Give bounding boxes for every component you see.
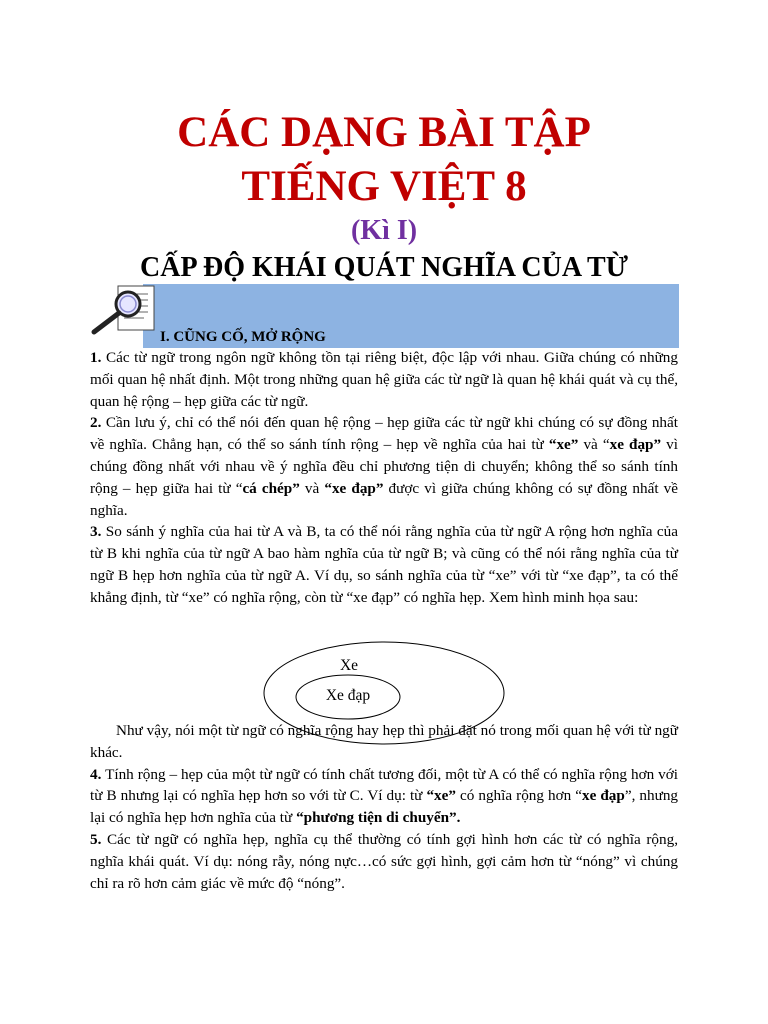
body-block-1 (90, 347, 678, 609)
bold-term: “xe” (426, 787, 456, 805)
paragraph-text: vì chúng đồng nhất với nhau về ý nghĩa đều chỉ phương tiện di chuyển; không thể so sánh tính rộng – hẹp giữa hai từ “ (90, 436, 678, 497)
document-title-line-2: TIẾNG VIỆT 8 (241, 163, 527, 210)
paragraph-4 (90, 764, 678, 829)
paragraph-text: Cần lưu ý, chỉ có thể nói đến quan hệ rộng – hẹp giữa các từ ngữ khi chúng có sự đồng nhất về nghĩa. Chẳng hạn, có thể so sánh tính rộng – hẹp về nghĩa của hai từ (90, 414, 678, 454)
paragraph-text: được vì giữa chúng không có sự đồng nhất về nghĩa. (90, 479, 678, 519)
paragraph-number: 1. (90, 349, 102, 366)
paragraph-1 (90, 347, 678, 412)
bold-term: “phương tiện di chuyển”. (296, 809, 461, 827)
paragraph-text: Các từ ngữ có nghĩa hẹp, nghĩa cụ thể thường có tính gợi hình hơn các từ có nghĩa rộng, nghĩa khái quát. Ví dụ: nóng rẫy, nóng nực…có sức gợi hình, gợi cảm hơn từ “nóng” vì chúng chỉ ra rõ hơn cảm giác về mức độ “nóng”. (90, 830, 678, 892)
bold-term: cá chép” (242, 479, 300, 497)
paragraph-text: và “ (578, 436, 610, 454)
bold-term: “xe” (548, 436, 579, 454)
paragraph-3 (90, 521, 678, 608)
body-block-2 (90, 720, 678, 894)
bold-term: xe đạp (581, 787, 625, 805)
paragraph-3-conclusion: Như vậy, nói một từ ngữ có nghĩa rộng hay hẹp thì phải đặt nó trong mối quan hệ với từ ngữ khác. (90, 722, 678, 761)
paragraph-5 (90, 829, 678, 894)
paragraph-text: Tính rộng – hẹp của một từ ngữ có tính chất tương đối, một từ A có thể có nghĩa rộng hơn với từ B nhưng lại có nghĩa hẹp hơn so với từ C. Ví dụ: từ (90, 765, 678, 805)
inner-ellipse-label: Xe đạp (325, 687, 371, 704)
bold-term: “xe đạp” (324, 479, 384, 497)
topic-heading: CẤP ĐỘ KHÁI QUÁT NGHĨA CỦA TỪ (140, 252, 628, 283)
paragraph-text: So sánh ý nghĩa của hai từ A và B, ta có thể nói rằng nghĩa của từ ngữ A rộng hơn nghĩa của từ B khi nghĩa của từ ngữ A bao hàm nghĩa của từ ngữ B; và cũng có thể nói rằng nghĩa của từ ngữ B hẹp hơn nghĩa của từ ngữ A. Ví dụ, so sánh nghĩa của từ “xe” với từ “xe đạp”, ta có thể khẳng định, từ “xe” có nghĩa rộng, còn từ “xe đạp” có nghĩa hẹp. Xem hình minh họa sau: (90, 523, 678, 606)
paragraph-number: 5. (90, 830, 102, 848)
paragraph-2 (90, 412, 678, 521)
paragraph-text: ”, nhưng lại có nghĩa hẹp hơn nghĩa của từ (90, 787, 679, 827)
paragraph-text: Các từ ngữ trong ngôn ngữ không tồn tại riêng biệt, độc lập với nhau. Giữa chúng có những mối quan hệ nhất định. Một trong những quan hệ giữa các từ ngữ là quan hệ khái quát và cụ thể, quan hệ rộng – hẹp giữa các từ ngữ. (90, 349, 678, 410)
paragraph-text: có nghĩa rộng hơn “ (455, 787, 582, 805)
bold-term: xe đạp” (609, 436, 662, 454)
magnifier-document-icon (88, 282, 168, 340)
paragraph-text: và (299, 479, 325, 497)
section-heading: I. CŨNG CỐ, MỞ RỘNG (160, 329, 326, 345)
document-title-line-1: CÁC DẠNG BÀI TẬP (177, 109, 591, 156)
paragraph-number: 3. (90, 523, 102, 541)
outer-ellipse-label: Xe (339, 657, 359, 674)
paragraph-number: 4. (90, 765, 102, 783)
term-label: (Kì I) (350, 215, 418, 246)
paragraph-number: 2. (90, 414, 102, 432)
